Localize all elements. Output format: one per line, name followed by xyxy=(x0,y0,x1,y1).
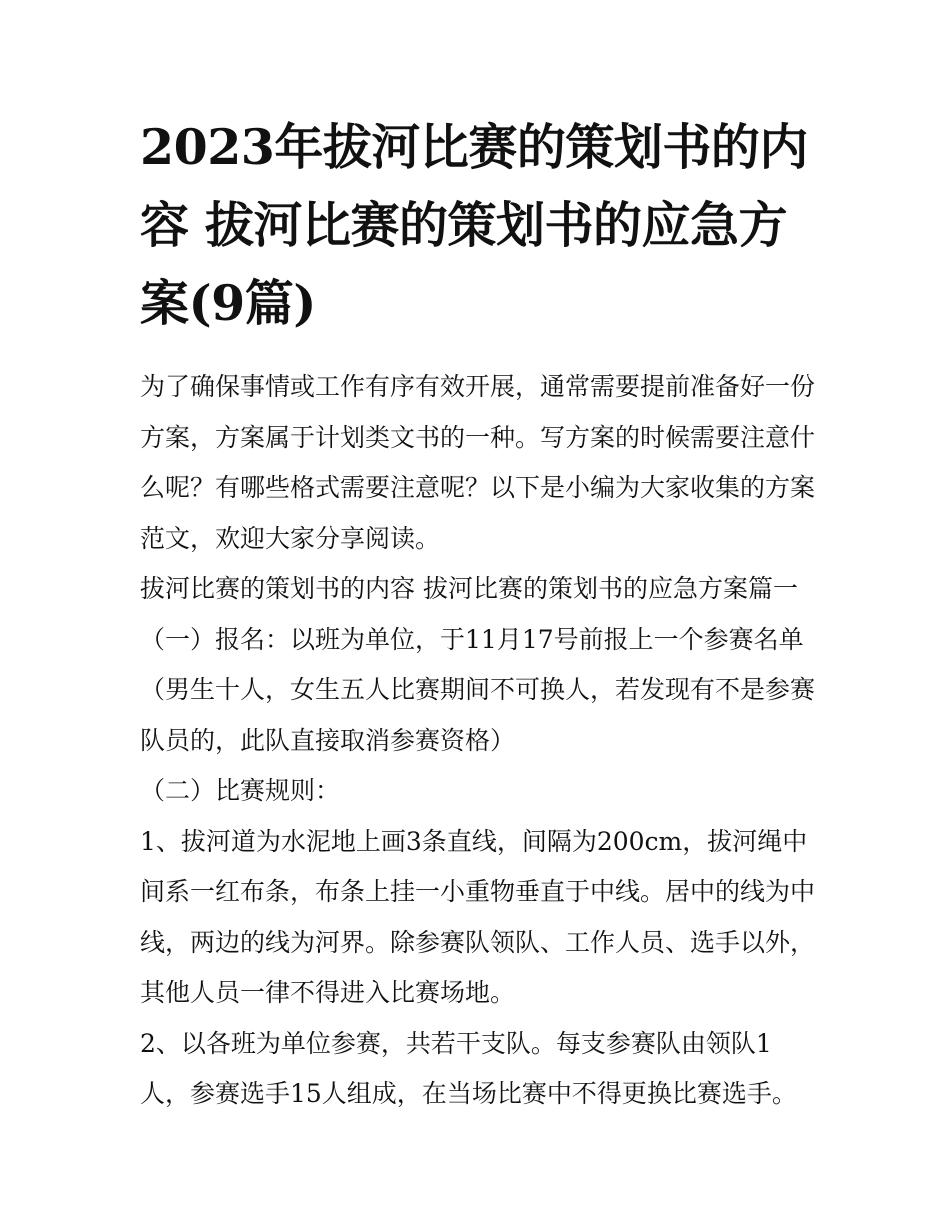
body-line: 队员的，此队直接取消参赛资格） xyxy=(140,725,516,755)
title-line: 2023年拔河比赛的策划书的内 xyxy=(140,118,808,176)
body-line: 人，参赛选手15人组成，在当场比赛中不得更换比赛选手。 xyxy=(140,1079,797,1108)
section-heading: 拔河比赛的策划书的内容 拔河比赛的策划书的应急方案篇一 xyxy=(140,574,798,603)
body-line: 1、拔河道为水泥地上画3条直线，间隔为200cm，拔河绳中 xyxy=(140,826,808,856)
title-line: 案(9篇) xyxy=(140,274,316,332)
body-line: 其他人员一律不得进入比赛场地。 xyxy=(140,978,516,1007)
body-line: 2、以各班为单位参赛，共若干支队。每支参赛队由领队1 xyxy=(140,1028,772,1058)
body-line: 线，两边的线为河界。除参赛队领队、工作人员、选手以外， xyxy=(140,927,816,957)
body-line: 间系一红布条，布条上挂一小重物垂直于中线。居中的线为中 xyxy=(140,877,816,906)
body-line: 范文，欢迎大家分享阅读。 xyxy=(140,523,441,553)
document-page xyxy=(140,108,820,1120)
title-line: 容 拔河比赛的策划书的应急方 xyxy=(140,196,788,254)
document-title xyxy=(140,108,820,342)
body-line: 么呢？有哪些格式需要注意呢？以下是小编为大家收集的方案 xyxy=(140,473,816,502)
body-line: 方案，方案属于计划类文书的一种。写方案的时候需要注意什 xyxy=(140,422,816,452)
body-line: （一）报名：以班为单位，于11月17号前报上一个参赛名单 xyxy=(140,624,804,654)
document-body xyxy=(140,362,820,1120)
subsection-heading: （二）比赛规则： xyxy=(140,776,341,805)
body-line: （男生十人，女生五人比赛期间不可换人，若发现有不是参赛 xyxy=(140,675,816,704)
body-line: 为了确保事情或工作有序有效开展，通常需要提前准备好一份 xyxy=(140,372,816,401)
